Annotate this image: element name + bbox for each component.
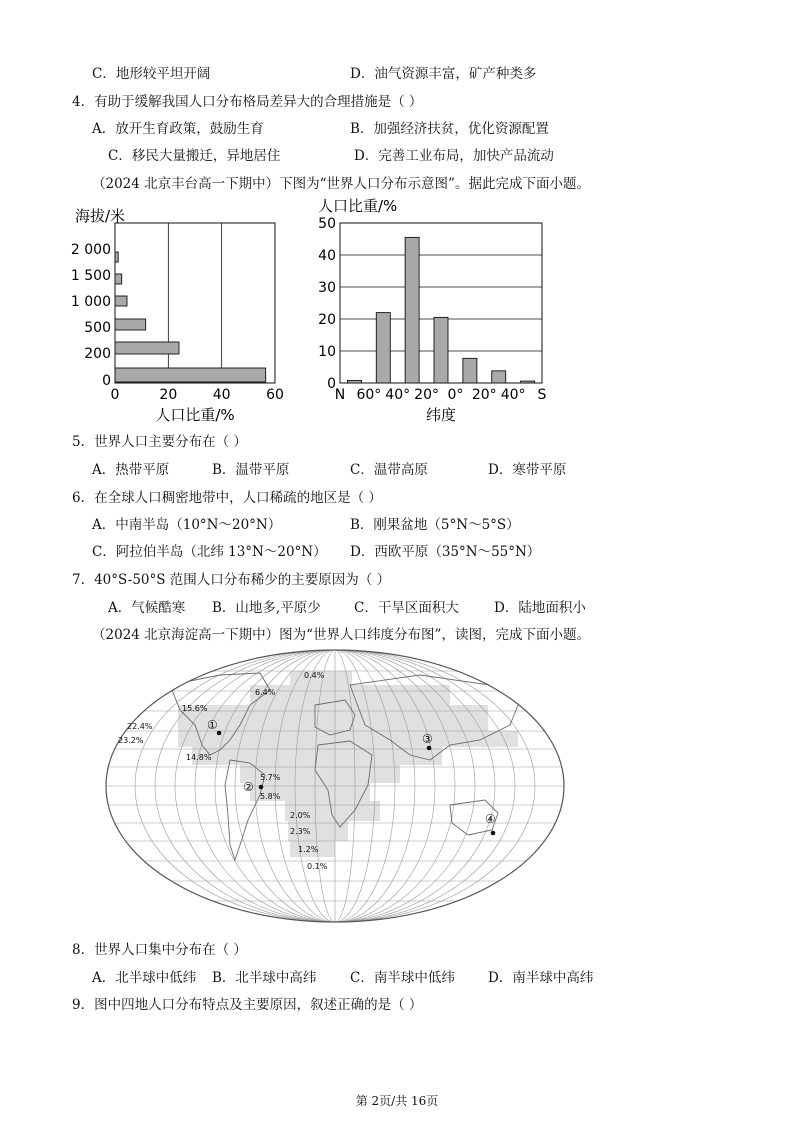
graticule: [100, 645, 570, 927]
q5-option-c: C．温带高原: [350, 462, 428, 478]
q4-option-c: C．移民大量搬迁，异地居住: [108, 148, 281, 164]
chart2-ytick-label: 40: [318, 248, 336, 264]
q6-option-b: B．刚果盆地（5°N～5°S）: [350, 517, 520, 533]
pct-label: 23.2%: [118, 736, 144, 745]
marker-4: ④: [485, 812, 496, 826]
chart1-bar: [115, 368, 266, 382]
q5-option-b: B．温带平原: [212, 462, 290, 478]
chart2-ytick-label: 30: [318, 280, 336, 296]
chart2-ytick-label: 50: [318, 216, 336, 232]
chart1-xtick-label: 0: [110, 387, 120, 403]
world-population-latitude-map: [100, 645, 570, 927]
chart1-ytick-label: 200: [84, 346, 111, 362]
marker-1: ①: [207, 718, 218, 732]
q6-option-d: D．西欧平原（35°N～55°N）: [350, 544, 541, 560]
chart2-bar: [434, 317, 448, 383]
q9-stem: 9．图中四地人口分布特点及主要原因，叙述正确的是（ ）: [72, 997, 423, 1013]
chart1-bar: [115, 296, 127, 306]
marker-3: ③: [422, 732, 433, 746]
q4-option-b: B．加强经济扶贫，优化资源配置: [350, 121, 549, 137]
q6-option-c: C．阿拉伯半岛（北纬 13°N～20°N）: [92, 544, 327, 560]
q4-option-a: A．放开生育政策，鼓励生育: [92, 121, 264, 137]
chart2-xlabel: 纬度: [425, 406, 457, 424]
chart1-xtick-label: 60: [266, 387, 284, 403]
q8-option-b: B．北半球中高纬: [212, 970, 317, 986]
q5-stem: 5．世界人口主要分布在（ ）: [72, 434, 247, 450]
pct-label: 2.3%: [290, 827, 311, 836]
pct-label: 2.0%: [290, 811, 311, 820]
chart2-bar: [405, 237, 419, 383]
q3-option-c: C．地形较平坦开阔: [92, 66, 211, 82]
intro-fengtai: （2024 北京丰台高一下期中）下图为“世界人口分布示意图”。据此完成下面小题。: [92, 176, 590, 192]
chart2-xtick-label: 0°: [447, 387, 464, 403]
chart1-frame: [115, 223, 275, 383]
q7-option-b: B．山地多,平原少: [212, 600, 321, 616]
chart1-bar: [115, 342, 179, 354]
chart2-bar: [492, 371, 506, 383]
chart1-ytick-label: 0: [102, 373, 111, 389]
chart1-bar: [115, 252, 118, 262]
q6-option-a: A．中南半岛（10°N～20°N）: [92, 517, 282, 533]
pct-label: 22.4%: [127, 722, 153, 731]
pct-label: 0.4%: [304, 671, 325, 680]
q8-stem: 8．世界人口集中分布在（ ）: [72, 942, 247, 958]
chart2-ytick-label: 10: [318, 344, 336, 360]
q8-option-c: C．南半球中低纬: [350, 970, 455, 986]
population-charts: [70, 195, 560, 425]
q8-option-d: D．南半球中高纬: [488, 970, 594, 986]
chart2-bar: [521, 381, 535, 383]
page-footer: 第 2页/共 16页: [355, 1094, 439, 1108]
chart1-bar: [115, 274, 122, 284]
q5-option-d: D．寒带平原: [488, 462, 567, 478]
chart1-ytick-label: 500: [84, 320, 111, 336]
q7-stem: 7．40°S-50°S 范围人口分布稀少的主要原因为（ ）: [72, 572, 391, 588]
marker-dot: [217, 731, 222, 736]
q7-option-d: D．陆地面积小: [494, 600, 586, 616]
chart2-xtick-label: N: [334, 387, 346, 403]
chart2-ytick-label: 0: [327, 376, 336, 392]
q5-option-a: A．热带平原: [92, 462, 170, 478]
chart2-bar: [463, 358, 477, 383]
q7-option-c: C．干旱区面积大: [354, 600, 459, 616]
chart1-bar: [115, 319, 146, 330]
marker-dot: [491, 831, 496, 836]
chart1-xtick-label: 20: [159, 387, 178, 403]
chart1-ylabel: 海拔/米: [75, 207, 126, 225]
chart2-xtick-label: 40°: [500, 387, 526, 403]
marker-dot: [259, 785, 264, 790]
q4-stem: 4．有助于缓解我国人口分布格局差异大的合理措施是（ ）: [72, 94, 423, 110]
chart1-xtick-label: 40: [212, 387, 231, 403]
pct-label: 5.7%: [260, 773, 281, 782]
chart2-xtick-label: 20°: [471, 387, 497, 403]
chart1-xlabel: 人口比重/%: [155, 406, 235, 424]
chart1-ytick-label: 2 000: [70, 242, 111, 258]
marker-dot: [427, 746, 432, 751]
pct-label: 1.2%: [298, 845, 319, 854]
chart2-xtick-label: 40°: [385, 387, 411, 403]
chart2-xtick-label: S: [537, 387, 547, 403]
q6-stem: 6．在全球人口稠密地带中，人口稀疏的地区是（ ）: [72, 490, 382, 506]
chart2-ylabel: 人口比重/%: [318, 197, 398, 215]
pct-label: 0.1%: [307, 862, 328, 871]
chart2-ytick-label: 20: [318, 312, 336, 328]
chart1-ytick-label: 1 500: [70, 268, 111, 284]
q8-option-a: A．北半球中低纬: [92, 970, 197, 986]
pct-label: 14.8%: [186, 753, 212, 762]
pct-label: 15.6%: [182, 704, 208, 713]
q3-option-d: D．油气资源丰富，矿产种类多: [350, 66, 537, 82]
q7-option-a: A．气候酷寒: [108, 600, 186, 616]
chart2-bar: [376, 313, 390, 383]
q4-option-d: D．完善工业布局，加快产品流动: [354, 148, 554, 164]
intro-haidian: （2024 北京海淀高一下期中）图为“世界人口纬度分布图”，读图，完成下面小题。: [92, 627, 590, 643]
chart2-xtick-label: 60°: [356, 387, 382, 403]
pct-label: 6.4%: [255, 688, 276, 697]
chart2-xtick-label: 20°: [414, 387, 439, 403]
chart1-ytick-label: 1 000: [70, 294, 111, 310]
chart2-bar: [347, 380, 361, 383]
pct-label: 5.8%: [260, 792, 281, 801]
marker-2: ②: [243, 780, 254, 794]
